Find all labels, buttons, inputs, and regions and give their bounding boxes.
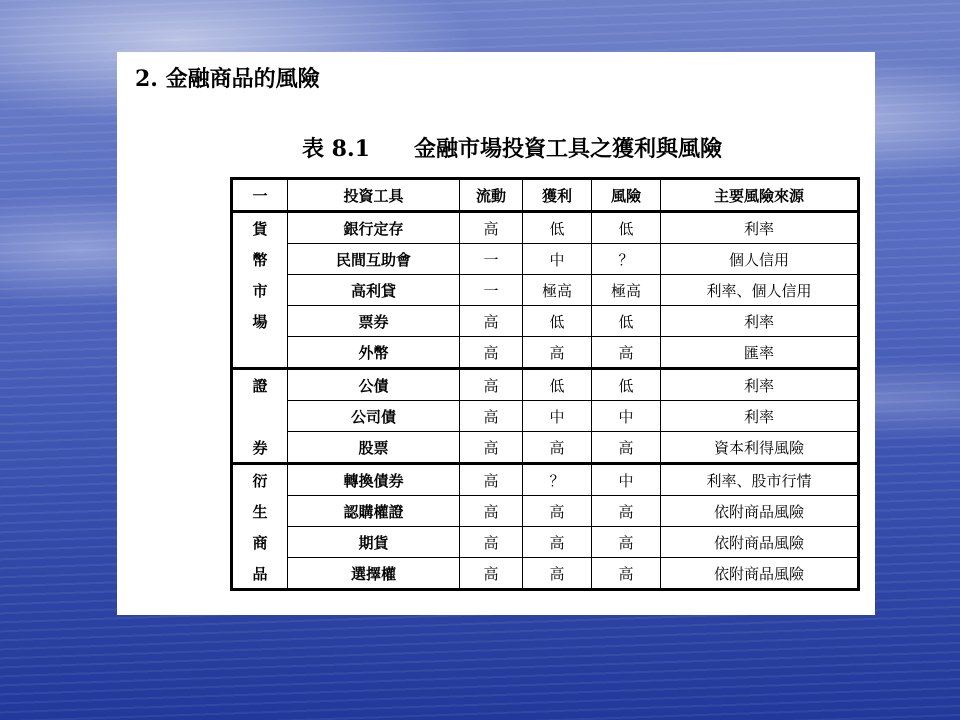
liquidity-cell: 高: [460, 432, 523, 464]
table-row: [232, 527, 859, 558]
liquidity-cell: 高: [460, 401, 523, 432]
header-liquidity: 流動: [460, 179, 523, 212]
risk-source-cell: 利率、個人信用: [661, 275, 859, 306]
profit-cell: ？: [523, 464, 592, 496]
category-cell: 市: [232, 275, 288, 306]
risk-cell: 低: [592, 306, 661, 337]
profit-cell: 高: [523, 432, 592, 464]
profit-cell: 低: [523, 369, 592, 401]
risk-cell: 高: [592, 496, 661, 527]
table-row: [232, 337, 859, 369]
table-row: [232, 496, 859, 527]
risk-cell: ？: [592, 244, 661, 275]
risk-cell: 極高: [592, 275, 661, 306]
category-cell: 商: [232, 527, 288, 558]
table-header-row: [232, 179, 859, 212]
liquidity-cell: 高: [460, 337, 523, 369]
instrument-cell: 期貨: [288, 527, 460, 558]
table-row: [232, 306, 859, 337]
table-row: [232, 432, 859, 464]
instrument-cell: 認購權證: [288, 496, 460, 527]
risk-source-cell: 利率、股市行情: [661, 464, 859, 496]
liquidity-cell: 高: [460, 558, 523, 590]
table-row: [232, 244, 859, 275]
profit-cell: 中: [523, 244, 592, 275]
instrument-cell: 票券: [288, 306, 460, 337]
risk-source-cell: 依附商品風險: [661, 527, 859, 558]
category-cell: 品: [232, 558, 288, 590]
slide-content: [117, 52, 875, 615]
instrument-cell: 銀行定存: [288, 212, 460, 244]
table-caption: [302, 132, 822, 162]
risk-cell: 高: [592, 432, 661, 464]
risk-source-cell: 個人信用: [661, 244, 859, 275]
instrument-cell: 轉換債券: [288, 464, 460, 496]
profit-cell: 高: [523, 337, 592, 369]
table-row: [232, 369, 859, 401]
profit-cell: 低: [523, 306, 592, 337]
table-title: 金融市場投資工具之獲利與風險: [414, 136, 723, 162]
risk-cell: 中: [592, 464, 661, 496]
risk-source-cell: 利率: [661, 306, 859, 337]
liquidity-cell: 高: [460, 464, 523, 496]
risk-source-cell: 利率: [661, 401, 859, 432]
risk-source-cell: 依附商品風險: [661, 558, 859, 590]
risk-cell: 高: [592, 527, 661, 558]
table-row: [232, 212, 859, 244]
instrument-cell: 選擇權: [288, 558, 460, 590]
risk-cell: 高: [592, 558, 661, 590]
header-category: 一: [232, 179, 288, 212]
category-cell: 幣: [232, 244, 288, 275]
liquidity-cell: 高: [460, 369, 523, 401]
risk-source-cell: 資本利得風險: [661, 432, 859, 464]
instrument-cell: 民間互助會: [288, 244, 460, 275]
table-number: 表 8.1: [302, 136, 370, 162]
category-cell: 券: [232, 432, 288, 464]
category-cell: 生: [232, 496, 288, 527]
category-cell: [232, 401, 288, 432]
header-risk-source: 主要風險來源: [661, 179, 859, 212]
table-row: [232, 275, 859, 306]
header-profit: 獲利: [523, 179, 592, 212]
risk-source-cell: 依附商品風險: [661, 496, 859, 527]
header-instrument: 投資工具: [288, 179, 460, 212]
liquidity-cell: 一: [460, 275, 523, 306]
risk-source-cell: 利率: [661, 369, 859, 401]
header-risk: 風險: [592, 179, 661, 212]
liquidity-cell: 高: [460, 527, 523, 558]
liquidity-cell: 高: [460, 306, 523, 337]
liquidity-cell: 高: [460, 212, 523, 244]
risk-table: [230, 177, 860, 591]
profit-cell: 高: [523, 527, 592, 558]
risk-cell: 中: [592, 401, 661, 432]
category-cell: 貨: [232, 212, 288, 244]
table-row: [232, 558, 859, 590]
profit-cell: 高: [523, 496, 592, 527]
category-cell: [232, 337, 288, 369]
instrument-cell: 高利貸: [288, 275, 460, 306]
table-row: [232, 401, 859, 432]
risk-source-cell: 匯率: [661, 337, 859, 369]
instrument-cell: 公司債: [288, 401, 460, 432]
liquidity-cell: 高: [460, 496, 523, 527]
risk-cell: 低: [592, 369, 661, 401]
profit-cell: 中: [523, 401, 592, 432]
risk-cell: 高: [592, 337, 661, 369]
profit-cell: 極高: [523, 275, 592, 306]
risk-cell: 低: [592, 212, 661, 244]
category-cell: 衍: [232, 464, 288, 496]
instrument-cell: 外幣: [288, 337, 460, 369]
instrument-cell: 股票: [288, 432, 460, 464]
table-row: [232, 464, 859, 496]
liquidity-cell: 一: [460, 244, 523, 275]
instrument-cell: 公債: [288, 369, 460, 401]
section-title: 2. 金融商品的風險: [135, 66, 320, 92]
profit-cell: 高: [523, 558, 592, 590]
category-cell: 證: [232, 369, 288, 401]
risk-source-cell: 利率: [661, 212, 859, 244]
category-cell: 場: [232, 306, 288, 337]
profit-cell: 低: [523, 212, 592, 244]
